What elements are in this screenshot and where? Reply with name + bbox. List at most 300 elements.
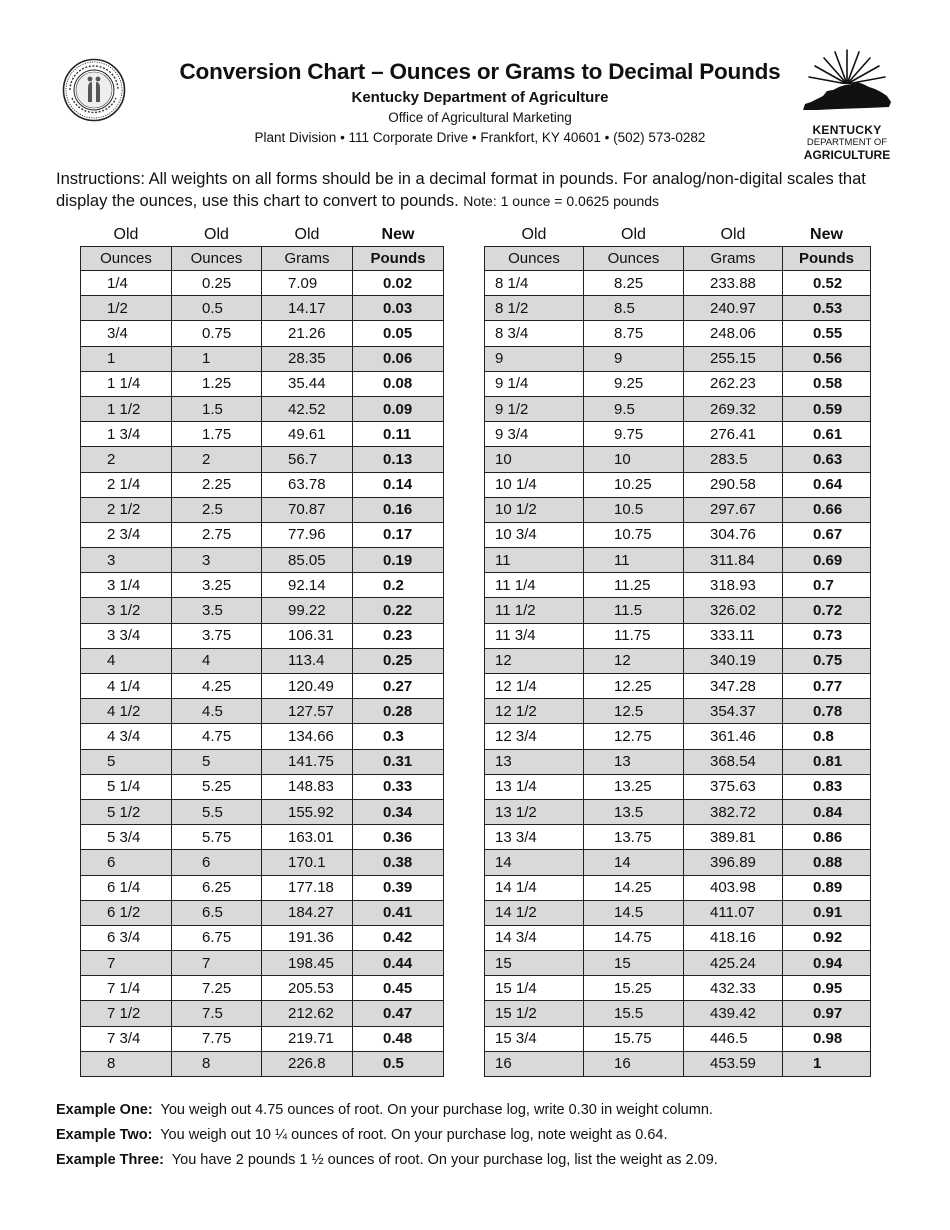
cell-ounces-fraction: 7 3/4	[81, 1026, 172, 1051]
cell-pounds: 0.03	[353, 296, 444, 321]
cell-grams: 418.16	[684, 925, 783, 950]
cell-ounces-fraction: 4 1/2	[81, 699, 172, 724]
cell-pounds: 0.16	[353, 497, 444, 522]
table-row	[485, 447, 871, 472]
cell-pounds: 0.17	[353, 522, 444, 547]
cell-pounds: 0.95	[783, 976, 871, 1001]
cell-grams: 347.28	[684, 674, 783, 699]
cell-grams: 276.41	[684, 422, 783, 447]
table-row	[81, 296, 444, 321]
cell-ounces-decimal: 7	[172, 951, 262, 976]
cell-pounds: 0.42	[353, 925, 444, 950]
table-row	[81, 321, 444, 346]
cell-pounds: 0.81	[783, 749, 871, 774]
table-row	[81, 396, 444, 421]
cell-ounces-decimal: 6.75	[172, 925, 262, 950]
cell-pounds: 0.78	[783, 699, 871, 724]
cell-ounces-fraction: 10 1/4	[485, 472, 584, 497]
cell-grams: 120.49	[262, 674, 353, 699]
cell-grams: 340.19	[684, 648, 783, 673]
table-row	[81, 749, 444, 774]
cell-grams: 425.24	[684, 951, 783, 976]
table-row	[485, 296, 871, 321]
table-row	[485, 371, 871, 396]
cell-ounces-decimal: 10	[584, 447, 684, 472]
table-row	[485, 799, 871, 824]
cell-grams: 63.78	[262, 472, 353, 497]
table-row	[81, 472, 444, 497]
table-row	[485, 1026, 871, 1051]
cell-pounds: 0.56	[783, 346, 871, 371]
cell-ounces-decimal: 16	[584, 1051, 684, 1076]
cell-pounds: 0.84	[783, 799, 871, 824]
cell-pounds: 0.28	[353, 699, 444, 724]
cell-grams: 212.62	[262, 1001, 353, 1026]
column-header-pounds: Pounds	[783, 247, 871, 271]
table-row	[485, 674, 871, 699]
cell-ounces-decimal: 3.25	[172, 573, 262, 598]
cell-ounces-decimal: 2.5	[172, 497, 262, 522]
cell-ounces-decimal: 8.75	[584, 321, 684, 346]
cell-ounces-fraction: 11 1/2	[485, 598, 584, 623]
cell-grams: 198.45	[262, 951, 353, 976]
cell-ounces-decimal: 11.5	[584, 598, 684, 623]
cell-ounces-decimal: 15	[584, 951, 684, 976]
cell-ounces-fraction: 14 1/2	[485, 900, 584, 925]
cell-pounds: 0.33	[353, 774, 444, 799]
cell-grams: 233.88	[684, 271, 783, 296]
cell-pounds: 0.66	[783, 497, 871, 522]
column-header-top: Old	[294, 226, 320, 243]
cell-ounces-fraction: 12 1/4	[485, 674, 584, 699]
cell-ounces-decimal: 5	[172, 749, 262, 774]
example-text: You have 2 pounds 1 ½ ounces of root. On your purchase log, list the weight as 2.09.	[171, 1152, 718, 1168]
cell-ounces-decimal: 3.5	[172, 598, 262, 623]
cell-pounds: 0.53	[783, 296, 871, 321]
cell-grams: 92.14	[262, 573, 353, 598]
cell-ounces-fraction: 8 1/4	[485, 271, 584, 296]
table-row	[485, 1001, 871, 1026]
table-row	[81, 346, 444, 371]
cell-grams: 42.52	[262, 396, 353, 421]
table-row	[81, 573, 444, 598]
cell-pounds: 0.45	[353, 976, 444, 1001]
cell-ounces-fraction: 1 1/2	[81, 396, 172, 421]
conversion-table-right	[484, 224, 871, 1077]
cell-pounds: 0.83	[783, 774, 871, 799]
cell-ounces-fraction: 2	[81, 447, 172, 472]
table-row	[81, 875, 444, 900]
cell-pounds: 0.69	[783, 548, 871, 573]
cell-ounces-fraction: 11 1/4	[485, 573, 584, 598]
table-row	[81, 271, 444, 296]
cell-ounces-decimal: 5.25	[172, 774, 262, 799]
cell-ounces-decimal: 1	[172, 346, 262, 371]
page-header	[150, 58, 810, 148]
example-two	[56, 1123, 916, 1148]
logo-text-agriculture: AGRICULTURE	[803, 148, 891, 162]
table-row	[485, 271, 871, 296]
table-row	[81, 598, 444, 623]
table-row	[81, 623, 444, 648]
cell-ounces-decimal: 6	[172, 850, 262, 875]
cell-ounces-fraction: 13 1/4	[485, 774, 584, 799]
cell-grams: 205.53	[262, 976, 353, 1001]
cell-ounces-decimal: 10.75	[584, 522, 684, 547]
table-row	[81, 699, 444, 724]
table-row	[81, 925, 444, 950]
table-row	[485, 825, 871, 850]
conversion-table-left	[80, 224, 444, 1077]
cell-grams: 219.71	[262, 1026, 353, 1051]
cell-grams: 311.84	[684, 548, 783, 573]
table-row	[81, 976, 444, 1001]
table-row	[485, 925, 871, 950]
cell-ounces-fraction: 9 1/2	[485, 396, 584, 421]
table-row	[485, 497, 871, 522]
cell-grams: 226.8	[262, 1051, 353, 1076]
table-row	[81, 724, 444, 749]
cell-ounces-fraction: 11 3/4	[485, 623, 584, 648]
table-row	[81, 1001, 444, 1026]
cell-grams: 85.05	[262, 548, 353, 573]
table-row	[485, 573, 871, 598]
cell-ounces-fraction: 1 1/4	[81, 371, 172, 396]
cell-ounces-decimal: 8.5	[584, 296, 684, 321]
instructions-note: Note: 1 ounce = 0.0625 pounds	[463, 193, 660, 209]
cell-ounces-decimal: 5.5	[172, 799, 262, 824]
cell-pounds: 0.48	[353, 1026, 444, 1051]
table-row	[485, 598, 871, 623]
cell-ounces-decimal: 4	[172, 648, 262, 673]
cell-ounces-decimal: 2.25	[172, 472, 262, 497]
cell-ounces-fraction: 7 1/4	[81, 976, 172, 1001]
cell-ounces-decimal: 9	[584, 346, 684, 371]
cell-pounds: 0.22	[353, 598, 444, 623]
cell-pounds: 0.47	[353, 1001, 444, 1026]
table-row	[485, 522, 871, 547]
cell-ounces-fraction: 10 3/4	[485, 522, 584, 547]
cell-ounces-decimal: 12.25	[584, 674, 684, 699]
cell-grams: 318.93	[684, 573, 783, 598]
cell-ounces-fraction: 6 1/4	[81, 875, 172, 900]
cell-ounces-fraction: 15 3/4	[485, 1026, 584, 1051]
cell-pounds: 0.98	[783, 1026, 871, 1051]
cell-grams: 453.59	[684, 1051, 783, 1076]
cell-ounces-fraction: 5 1/4	[81, 774, 172, 799]
cell-ounces-fraction: 2 3/4	[81, 522, 172, 547]
cell-ounces-fraction: 7	[81, 951, 172, 976]
logo-text-department-of: DEPARTMENT OF	[806, 137, 888, 148]
cell-pounds: 0.31	[353, 749, 444, 774]
cell-ounces-fraction: 9 3/4	[485, 422, 584, 447]
column-header-grams: Grams	[684, 247, 783, 271]
cell-ounces-fraction: 1/4	[81, 271, 172, 296]
cell-ounces-decimal: 6.5	[172, 900, 262, 925]
cell-ounces-fraction: 14 1/4	[485, 875, 584, 900]
cell-pounds: 0.27	[353, 674, 444, 699]
cell-ounces-fraction: 3 1/2	[81, 598, 172, 623]
address-line: Plant Division • 111 Corporate Drive • Frankfort, KY 40601 • (502) 573-0282	[254, 130, 706, 145]
cell-ounces-fraction: 8 1/2	[485, 296, 584, 321]
cell-ounces-fraction: 11	[485, 548, 584, 573]
cell-grams: 7.09	[262, 271, 353, 296]
cell-pounds: 0.92	[783, 925, 871, 950]
cell-ounces-decimal: 11.75	[584, 623, 684, 648]
table-row	[485, 422, 871, 447]
cell-ounces-fraction: 10 1/2	[485, 497, 584, 522]
cell-pounds: 0.5	[353, 1051, 444, 1076]
cell-ounces-decimal: 9.25	[584, 371, 684, 396]
column-header-pounds: Pounds	[353, 247, 444, 271]
cell-ounces-fraction: 13 1/2	[485, 799, 584, 824]
cell-ounces-fraction: 12	[485, 648, 584, 673]
cell-ounces-decimal: 15.25	[584, 976, 684, 1001]
cell-grams: 304.76	[684, 522, 783, 547]
cell-ounces-fraction: 5 1/2	[81, 799, 172, 824]
cell-ounces-fraction: 3 1/4	[81, 573, 172, 598]
column-header-top: Old	[621, 226, 646, 243]
cell-ounces-fraction: 4	[81, 648, 172, 673]
kentucky-sunburst-icon	[797, 44, 897, 122]
example-one	[56, 1098, 916, 1123]
cell-grams: 326.02	[684, 598, 783, 623]
page-title: Conversion Chart – Ounces or Grams to Decimal Pounds	[179, 59, 781, 84]
cell-ounces-fraction: 8 3/4	[485, 321, 584, 346]
cell-ounces-decimal: 2	[172, 447, 262, 472]
cell-pounds: 0.73	[783, 623, 871, 648]
cell-ounces-decimal: 12.5	[584, 699, 684, 724]
cell-pounds: 0.14	[353, 472, 444, 497]
cell-grams: 255.15	[684, 346, 783, 371]
column-header-ounces-decimal: Ounces	[172, 247, 262, 271]
cell-pounds: 0.25	[353, 648, 444, 673]
cell-pounds: 0.75	[783, 648, 871, 673]
cell-ounces-fraction: 7 1/2	[81, 1001, 172, 1026]
cell-grams: 439.42	[684, 1001, 783, 1026]
table-row	[81, 522, 444, 547]
cell-ounces-decimal: 5.75	[172, 825, 262, 850]
cell-grams: 127.57	[262, 699, 353, 724]
cell-grams: 113.4	[262, 648, 353, 673]
table-row	[485, 850, 871, 875]
cell-ounces-decimal: 13.75	[584, 825, 684, 850]
table-row	[485, 548, 871, 573]
cell-pounds: 0.09	[353, 396, 444, 421]
cell-grams: 163.01	[262, 825, 353, 850]
table-row	[485, 875, 871, 900]
cell-pounds: 0.36	[353, 825, 444, 850]
cell-grams: 269.32	[684, 396, 783, 421]
cell-ounces-decimal: 11.25	[584, 573, 684, 598]
table-row	[485, 396, 871, 421]
table-row	[485, 774, 871, 799]
cell-grams: 106.31	[262, 623, 353, 648]
cell-pounds: 0.61	[783, 422, 871, 447]
column-header-top: Old	[113, 226, 139, 243]
cell-pounds: 0.88	[783, 850, 871, 875]
table-row	[81, 900, 444, 925]
cell-ounces-fraction: 9 1/4	[485, 371, 584, 396]
table-row	[485, 321, 871, 346]
column-header-top: New	[381, 226, 415, 243]
cell-ounces-fraction: 9	[485, 346, 584, 371]
cell-pounds: 0.67	[783, 522, 871, 547]
cell-grams: 184.27	[262, 900, 353, 925]
table-row	[81, 548, 444, 573]
table-row	[81, 951, 444, 976]
table-row	[81, 447, 444, 472]
department-name: Kentucky Department of Agriculture	[351, 89, 609, 106]
table-row	[485, 623, 871, 648]
cell-grams: 389.81	[684, 825, 783, 850]
cell-pounds: 0.39	[353, 875, 444, 900]
cell-pounds: 1	[783, 1051, 871, 1076]
cell-pounds: 0.7	[783, 573, 871, 598]
cell-pounds: 0.72	[783, 598, 871, 623]
table-row	[485, 346, 871, 371]
column-header-top: Old	[720, 226, 746, 243]
cell-ounces-decimal: 7.5	[172, 1001, 262, 1026]
cell-ounces-fraction: 2 1/2	[81, 497, 172, 522]
cell-ounces-fraction: 5	[81, 749, 172, 774]
cell-pounds: 0.13	[353, 447, 444, 472]
table-row	[81, 774, 444, 799]
table-row	[81, 825, 444, 850]
cell-ounces-decimal: 10.5	[584, 497, 684, 522]
table-row	[81, 1051, 444, 1076]
cell-ounces-decimal: 9.75	[584, 422, 684, 447]
cell-grams: 70.87	[262, 497, 353, 522]
column-header-grams: Grams	[262, 247, 353, 271]
cell-ounces-fraction: 15	[485, 951, 584, 976]
cell-ounces-decimal: 8	[172, 1051, 262, 1076]
column-header-top: Old	[521, 226, 547, 243]
cell-grams: 240.97	[684, 296, 783, 321]
cell-ounces-fraction: 12 1/2	[485, 699, 584, 724]
cell-grams: 77.96	[262, 522, 353, 547]
cell-pounds: 0.89	[783, 875, 871, 900]
cell-grams: 432.33	[684, 976, 783, 1001]
table-row	[81, 422, 444, 447]
cell-grams: 155.92	[262, 799, 353, 824]
cell-pounds: 0.3	[353, 724, 444, 749]
cell-grams: 446.5	[684, 1026, 783, 1051]
cell-grams: 49.61	[262, 422, 353, 447]
cell-pounds: 0.02	[353, 271, 444, 296]
cell-ounces-decimal: 14.25	[584, 875, 684, 900]
cell-grams: 368.54	[684, 749, 783, 774]
kda-logo	[797, 44, 897, 166]
cell-ounces-fraction: 14 3/4	[485, 925, 584, 950]
cell-grams: 177.18	[262, 875, 353, 900]
cell-pounds: 0.94	[783, 951, 871, 976]
cell-ounces-fraction: 6 1/2	[81, 900, 172, 925]
cell-pounds: 0.34	[353, 799, 444, 824]
cell-ounces-fraction: 5 3/4	[81, 825, 172, 850]
cell-ounces-fraction: 2 1/4	[81, 472, 172, 497]
cell-grams: 99.22	[262, 598, 353, 623]
cell-pounds: 0.38	[353, 850, 444, 875]
cell-ounces-decimal: 14.5	[584, 900, 684, 925]
cell-ounces-fraction: 6	[81, 850, 172, 875]
cell-pounds: 0.52	[783, 271, 871, 296]
cell-ounces-decimal: 1.25	[172, 371, 262, 396]
cell-ounces-decimal: 7.25	[172, 976, 262, 1001]
column-header-ounces-decimal: Ounces	[584, 247, 684, 271]
cell-ounces-decimal: 0.75	[172, 321, 262, 346]
office-name: Office of Agricultural Marketing	[388, 110, 572, 125]
cell-ounces-decimal: 15.5	[584, 1001, 684, 1026]
instructions	[56, 168, 916, 212]
example-label: Example Three:	[56, 1152, 164, 1168]
table-row	[81, 648, 444, 673]
cell-pounds: 0.77	[783, 674, 871, 699]
cell-grams: 354.37	[684, 699, 783, 724]
example-three	[56, 1148, 916, 1173]
cell-grams: 170.1	[262, 850, 353, 875]
cell-grams: 191.36	[262, 925, 353, 950]
cell-grams: 248.06	[684, 321, 783, 346]
cell-ounces-fraction: 4 1/4	[81, 674, 172, 699]
cell-pounds: 0.41	[353, 900, 444, 925]
table-body-right	[485, 271, 871, 1077]
cell-grams: 382.72	[684, 799, 783, 824]
cell-pounds: 0.8	[783, 724, 871, 749]
cell-grams: 396.89	[684, 850, 783, 875]
cell-ounces-decimal: 2.75	[172, 522, 262, 547]
cell-pounds: 0.19	[353, 548, 444, 573]
kentucky-seal-icon	[62, 58, 126, 122]
cell-pounds: 0.58	[783, 371, 871, 396]
cell-ounces-fraction: 3 3/4	[81, 623, 172, 648]
column-header-ounces: Ounces	[485, 247, 584, 271]
cell-pounds: 0.08	[353, 371, 444, 396]
cell-pounds: 0.91	[783, 900, 871, 925]
cell-pounds: 0.59	[783, 396, 871, 421]
cell-ounces-decimal: 9.5	[584, 396, 684, 421]
cell-ounces-fraction: 16	[485, 1051, 584, 1076]
cell-ounces-decimal: 4.25	[172, 674, 262, 699]
cell-ounces-decimal: 13.5	[584, 799, 684, 824]
cell-grams: 141.75	[262, 749, 353, 774]
cell-ounces-fraction: 15 1/4	[485, 976, 584, 1001]
cell-ounces-decimal: 15.75	[584, 1026, 684, 1051]
cell-ounces-decimal: 12.75	[584, 724, 684, 749]
cell-ounces-decimal: 1.75	[172, 422, 262, 447]
cell-grams: 56.7	[262, 447, 353, 472]
cell-grams: 35.44	[262, 371, 353, 396]
table-row	[81, 497, 444, 522]
cell-ounces-fraction: 13 3/4	[485, 825, 584, 850]
cell-pounds: 0.64	[783, 472, 871, 497]
table-row	[81, 674, 444, 699]
cell-ounces-decimal: 13.25	[584, 774, 684, 799]
cell-grams: 21.26	[262, 321, 353, 346]
table-row	[485, 951, 871, 976]
table-row	[81, 799, 444, 824]
cell-grams: 411.07	[684, 900, 783, 925]
cell-ounces-fraction: 1	[81, 346, 172, 371]
examples	[56, 1098, 916, 1173]
table-row	[485, 976, 871, 1001]
cell-pounds: 0.05	[353, 321, 444, 346]
cell-ounces-fraction: 4 3/4	[81, 724, 172, 749]
cell-grams: 297.67	[684, 497, 783, 522]
cell-grams: 290.58	[684, 472, 783, 497]
column-header-top: New	[810, 226, 843, 243]
example-label: Example Two:	[56, 1127, 153, 1143]
